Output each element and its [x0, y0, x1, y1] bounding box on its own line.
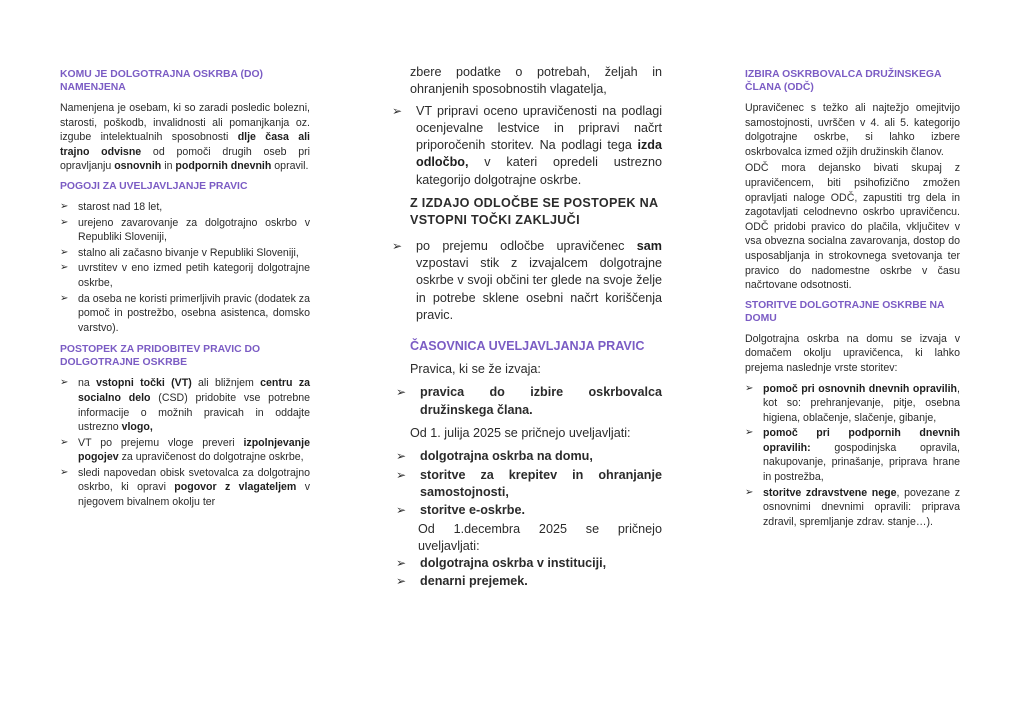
list-item-text: pravica do izbire oskrbovalca družinskega člana.: [420, 385, 662, 417]
rights-now-list: [392, 384, 662, 419]
bold-text: pogovor z vlagateljem: [174, 481, 297, 494]
arrow-bullet-icon: ➢: [60, 246, 69, 258]
arrow-bullet-icon: ➢: [745, 382, 754, 394]
text-run: sledi napovedan obisk svetovalca za dolgotrajno oskrbo, ki opravi: [78, 466, 310, 494]
bold-text: pomoč pri osnovnih dnevnih opravilih: [763, 382, 958, 395]
arrow-bullet-icon: ➢: [396, 385, 407, 400]
list-item: [60, 200, 310, 215]
procedure-end-statement: Z IZDAJO ODLOČBE SE POSTOPEK NA VSTOPNI TOČKI ZAKLJUČI: [410, 196, 658, 228]
arrow-bullet-icon: ➢: [392, 238, 403, 253]
from-dec-label: Od 1.decembra 2025 se pričnejo uveljavljati:: [418, 521, 662, 553]
list-item: [60, 246, 310, 261]
rights-july-list: [392, 448, 662, 519]
services-list: [745, 382, 960, 530]
bold-text: podpornih dnevnih: [175, 160, 272, 173]
procedure-continuation: zbere podatke o potrebah, željah in ohranjenih sposobnostih vlagatelja,: [410, 65, 662, 97]
bold-text: osnovnih: [114, 160, 162, 173]
text-run: od pomoči drugih oseb pri opravljanju: [60, 145, 310, 173]
heading-casovnica: ČASOVNICA UVELJAVLJANJA PRAVIC: [410, 339, 645, 354]
arrow-bullet-icon: ➢: [60, 262, 69, 274]
list-item-text: denarni prejemek.: [420, 574, 528, 589]
procedure-list-continued: [392, 103, 662, 189]
arrow-bullet-icon: ➢: [396, 467, 407, 482]
text-run: in: [161, 160, 176, 173]
arrow-bullet-icon: ➢: [60, 292, 69, 304]
list-item: [60, 436, 310, 465]
bold-text: storitve zdravstvene nege: [763, 486, 897, 499]
list-item: [396, 573, 662, 590]
text-run: ali bližnjem: [191, 377, 261, 390]
bold-text: sam: [636, 238, 662, 253]
list-item: [396, 384, 662, 419]
text-run: vzpostavi stik z izvajalcem dolgotrajne oskrbe v svoji občini ter glede na svoje želje in potrebe sklene osebni načrt koriščenja pravic.: [416, 255, 662, 322]
text-run: po prejemu odločbe upravičenec: [416, 238, 637, 253]
arrow-bullet-icon: ➢: [60, 436, 69, 448]
heading-odc: IZBIRA OSKRBOVALCA DRUŽINSKEGA ČLANA (ODČ): [745, 69, 942, 93]
list-item: [60, 466, 310, 510]
bold-text: pomoč pri podpornih dnevnih opravilih:: [763, 427, 960, 454]
text-run: opravil.: [271, 160, 309, 173]
arrow-bullet-icon: ➢: [60, 377, 69, 389]
arrow-bullet-icon: ➢: [745, 486, 754, 498]
arrow-bullet-icon: ➢: [60, 216, 69, 228]
procedure-list: [60, 376, 310, 509]
text-run: v njegovem bivalnem okolju ter: [78, 481, 310, 509]
list-item-text: storitve za krepitev in ohranjanje samostojnosti,: [420, 467, 662, 499]
text-run: VT pripravi oceno upravičenosti na podlagi ocenjevalne lestvice in pripravi načrt priporočenih storitev. Na podlagi tega: [416, 103, 662, 153]
list-item: [396, 467, 662, 502]
arrow-bullet-icon: ➢: [60, 466, 69, 478]
text-run: VT po prejemu vloge preveri: [78, 436, 244, 449]
text-run: v kateri opredeli ustrezno kategorijo dolgotrajne oskrbe.: [416, 155, 662, 187]
column-left: [60, 68, 310, 516]
arrow-bullet-icon: ➢: [396, 503, 407, 518]
list-item-text: starost nad 18 let,: [78, 200, 163, 213]
home-care-paragraph: Dolgotrajna oskrba na domu se izvaja v domačem okolju upravičenca, ki lahko prejema naslednje vrste storitev:: [745, 332, 960, 374]
list-item: [745, 382, 960, 426]
arrow-bullet-icon: ➢: [392, 103, 403, 118]
list-item-text: da oseba ne koristi primerljivih pravic (dodatek za pomoč in postrežbo, osebna asistenca, domsko varstvo).: [78, 292, 310, 334]
list-item: [60, 376, 310, 434]
arrow-bullet-icon: ➢: [60, 200, 69, 212]
list-item: [392, 238, 662, 324]
text-run: , povezane z osnovnimi dnevnimi opravili: priprava zdravil, spremljanje zdrav. stanje…).: [763, 486, 961, 528]
odc-paragraph-1: Upravičenec s težko ali najtežjo omejitvijo samostojnosti, uvrščen v 4. ali 5. kategorijo dolgotrajne oskrbe, si lahko izbere oskrbovalca izmed ožjih družinskih članov.: [745, 102, 960, 158]
text-run: Namenjena je osebam, ki so zaradi posledic bolezni, starosti, poškodb, invalidnosti ali pomanjkanja oz. izgube intelektualnih sposobnosti: [60, 102, 310, 144]
intro-paragraph: [60, 101, 310, 174]
list-item-text: dolgotrajna oskrba na domu,: [420, 449, 593, 464]
heading-pogoji: POGOJI ZA UVELJAVLJANJE PRAVIC: [60, 180, 248, 192]
bold-text: vstopni točki (VT): [96, 377, 192, 390]
list-item: [396, 448, 662, 465]
text-run: gospodinjska opravila, nakupovanje, prinašanje, priprava hrane in postrežba,: [763, 441, 960, 484]
list-item-text: uvrstitev v eno izmed petih kategorij dolgotrajne oskrbe,: [78, 262, 310, 289]
list-item: [745, 426, 960, 484]
arrow-bullet-icon: ➢: [396, 574, 407, 589]
text-run: na: [78, 377, 97, 390]
list-item-text: stalno ali začasno bivanje v Republiki Sloveniji,: [78, 246, 299, 259]
text-run: , kot so: prehranjevanje, pitje, osebna higiena, oblačenje, slačenje, gibanje,: [763, 382, 960, 424]
after-decision-list: [392, 238, 662, 324]
heading-komu: KOMU JE DOLGOTRAJNA OSKRBA (DO) NAMENJENA: [60, 69, 264, 93]
arrow-bullet-icon: ➢: [396, 556, 407, 571]
list-item: [396, 502, 662, 519]
heading-storitve: STORITVE DOLGOTRAJNE OSKRBE NA DOMU: [745, 299, 945, 324]
already-label: Pravica, ki se že izvaja:: [410, 362, 541, 377]
bold-text: centru za socialno delo: [78, 377, 311, 404]
list-item-text: urejeno zavarovanje za dolgotrajno oskrbo v Republiki Sloveniji,: [78, 216, 310, 244]
list-item-text: dolgotrajna oskrba v instituciji,: [420, 556, 607, 571]
column-right: [745, 68, 960, 535]
arrow-bullet-icon: ➢: [396, 449, 407, 464]
list-item: [60, 261, 310, 290]
bold-text: izpolnjevanje pogojev: [78, 436, 310, 464]
list-item: [392, 103, 662, 189]
list-item: [745, 486, 960, 530]
list-item-text: storitve e-oskrbe.: [420, 503, 525, 518]
bold-text: dlje časa ali trajno odvisne: [60, 131, 310, 158]
odc-paragraph-2: ODČ mora dejansko bivati skupaj z upravičencem, biti psihofizično zmožen opravljati naloge ODČ, zapustiti trg dela in zagotavljati celodnevno oskrbo upravičencu. ODČ pridobi pravico do plačila, vključitev v vsa obvezna socialna zavarovanja, dostop do usposabljanja in strokovnega svetovanja ter pravico do nadomestne oskrbe v času načrtovane odsotnosti.: [745, 162, 960, 292]
conditions-list: [60, 200, 310, 335]
list-item: [60, 216, 310, 245]
text-run: (CSD) pridobite vse potrebne informacije o možnih pravicah in oddajte ustrezno: [78, 391, 310, 434]
column-middle: [392, 64, 662, 597]
list-item: [396, 555, 662, 572]
list-item: [60, 292, 310, 336]
bold-text: vlogo,: [121, 421, 153, 434]
bold-text: izda odločbo,: [416, 138, 662, 170]
from-july-label: Od 1. julija 2025 se pričnejo uveljavljati:: [410, 426, 631, 441]
heading-postopek: POSTOPEK ZA PRIDOBITEV PRAVIC DO DOLGOTRAJNE OSKRBE: [60, 344, 261, 369]
rights-dec-list: [392, 555, 662, 591]
text-run: za upravičenost do dolgotrajne oskrbe,: [118, 451, 304, 464]
arrow-bullet-icon: ➢: [745, 427, 754, 439]
